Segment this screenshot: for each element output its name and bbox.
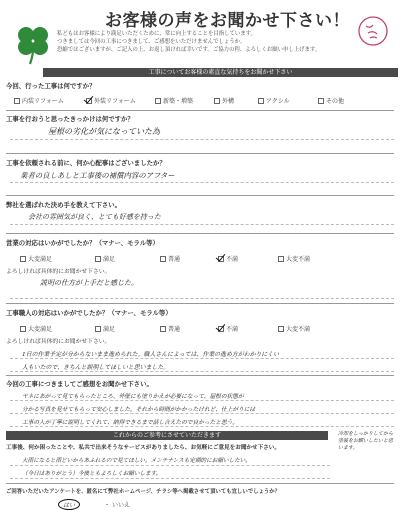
checkbox[interactable] (160, 256, 166, 262)
q9-question: ご回答いただいたアンケートを、匿名にて弊社ホームページ、チラシ等へ掲載させて頂いても宜しいでしょうか？ (6, 489, 281, 495)
divider (6, 195, 394, 196)
q5-answer: 説明の仕方が上手だと感じた。 (40, 279, 138, 287)
checkbox-checked[interactable] (218, 256, 224, 262)
q5-option-dissatisfied[interactable]: 不満 (218, 254, 238, 263)
section-banner-top: 工事についてお客様の素直な気持ちをお聞かせ下さい (43, 68, 398, 77)
checkbox[interactable] (95, 326, 101, 332)
answer-line (10, 465, 330, 466)
q7-side-note: 冷却をしっかりしてから塗装をお願いしたいと思います。 (338, 431, 394, 451)
answer-line (10, 182, 394, 183)
q5-option-very-satisfied[interactable]: 大変満足 (20, 254, 52, 263)
q2-answer: 屋根の劣化が気になっていた為 (48, 127, 160, 136)
q3-answer: 業者の良しあしと工事後の補償内容のアフター (20, 171, 175, 180)
q8-answer-line-1: 大雨になると雨どいからあふれるので見てほしい。メンテナンスも定期的にお願いしたい。 (22, 458, 251, 464)
q6-option-very-satisfied[interactable]: 大変満足 (20, 324, 52, 333)
divider (6, 233, 394, 234)
q1-question: 今回、行った工事は何ですか？ (6, 82, 96, 90)
q1-option-other[interactable]: その他 (318, 96, 344, 105)
q5-option-normal[interactable]: 普通 (160, 254, 180, 263)
checkbox-checked[interactable] (218, 326, 224, 332)
divider (6, 303, 394, 304)
q3-question: 工事を依頼される前に、何か心配事はございましたか？ (6, 159, 166, 167)
checkbox[interactable] (278, 326, 284, 332)
q5-reason-label: よろしければ具体的にお聞かせ下さい。 (6, 269, 111, 275)
q4-answer: 会社の雰囲気が良く、とても好感を持った (28, 213, 161, 221)
q7-answer-line-1: ヤネにあがって見てもらったところ、外壁にも塗りかえが必要になって、屋根の状態が (22, 394, 244, 400)
answer-line (10, 371, 394, 372)
divider (6, 110, 394, 111)
q6-option-very-dissatisfied[interactable]: 大変不満 (278, 324, 310, 333)
divider (6, 375, 394, 376)
checkbox[interactable] (258, 98, 264, 104)
q1-option-newbuild[interactable]: 新築・増築 (155, 96, 193, 105)
checkbox[interactable] (20, 326, 26, 332)
checkbox[interactable] (214, 98, 220, 104)
q6-reason-label: よろしければ具体的にお聞かせ下さい。 (6, 339, 111, 345)
intro-line-1: 私どもはお客様により満足いただくために、常に向上することを目指しています。 (57, 31, 257, 37)
q2-question: 工事を行おうと思ったきっかけは何ですか？ (6, 115, 134, 123)
intro-line-2: つきましては今回の工事につきまして、ご感想をいただけませんでしょうか。 (57, 39, 246, 45)
signature-stamp-icon (357, 15, 389, 47)
q9-option-no[interactable]: ・ いいえ (104, 502, 131, 509)
answer-line (10, 478, 330, 479)
q1-option-exterior[interactable]: 外装リフォーム (86, 96, 136, 105)
section-banner-bottom: これからのご参考にさせていただきます (6, 431, 328, 440)
q8-question: 工事後、何か困ったことや、私共で出来そうなサービスがありましたら、お気軽にご意見をお聞かせ下さい。 (6, 445, 280, 451)
separator: ・ (104, 502, 111, 509)
clover-logo-icon (12, 23, 54, 65)
q6-question: 工事職人の対応はいかがでしたか？（マナー、モラル等） (6, 309, 172, 317)
checkbox[interactable] (20, 256, 26, 262)
answer-line (10, 413, 394, 414)
answer-line (10, 426, 394, 427)
checkbox[interactable] (95, 256, 101, 262)
q1-option-exterior-works[interactable]: 外構 (214, 96, 234, 105)
q5-option-very-dissatisfied[interactable]: 大変不満 (278, 254, 310, 263)
q6-option-satisfied[interactable]: 満足 (95, 324, 115, 333)
answer-line (10, 358, 394, 359)
q7-answer-line-3: 工事の人が丁寧に説明してくれて、納得できるまで話し合えたので良かったと思う。 (22, 420, 239, 426)
checkbox[interactable] (278, 256, 284, 262)
checkbox[interactable] (155, 98, 161, 104)
q6-option-dissatisfied[interactable]: 不満 (218, 324, 238, 333)
q9-yes-circled: はい (58, 499, 80, 510)
divider (6, 153, 394, 154)
q6-option-normal[interactable]: 普通 (160, 324, 180, 333)
q1-option-interior[interactable]: 内装リフォーム (14, 96, 64, 105)
q9-option-yes[interactable] (58, 499, 80, 510)
checkbox[interactable] (160, 326, 166, 332)
answer-line (10, 224, 394, 225)
intro-line-3: 恐縮ではございますが、ご記入の上、お返し頂ければ幸いです。ご協力の程、よろしくお願い申し上げます。 (57, 47, 321, 53)
checkbox[interactable] (318, 98, 324, 104)
q7-answer-line-2: 分かる写真を見せてもらって安心しました。それから時間がかかったけれど、仕上がりには (22, 407, 256, 413)
divider (6, 483, 394, 484)
checkbox-checked[interactable] (86, 98, 92, 104)
q7-question: 今回の工事につきましてご感想をお聞かせ下さい。 (6, 380, 153, 388)
q1-option-acsil[interactable]: アクシル (258, 96, 290, 105)
q6-answer-line-1: 1日の作業予定が分からないまま進められた。職人さんによっては、作業の進め方がわかりにくい (22, 352, 280, 358)
checkbox[interactable] (14, 98, 20, 104)
q6-answer-line-2: 人もいたので、きちんと説明してほしいと思いました。 (22, 365, 170, 371)
page-title: お客様の声をお聞かせ下さい！ (105, 11, 350, 31)
answer-line (10, 400, 394, 401)
q5-question: 営業の対応はいかがでしたか？（マナー、モラル等） (6, 239, 159, 247)
answer-line (10, 139, 394, 140)
q4-question: 弊社を選ばれた決め手を教えて下さい。 (6, 201, 122, 209)
answer-line (10, 298, 394, 299)
q8-answer-line-2: （今日はありがとう）今後ともよろしくお願いします。 (22, 471, 162, 477)
q5-option-satisfied[interactable]: 満足 (95, 254, 115, 263)
